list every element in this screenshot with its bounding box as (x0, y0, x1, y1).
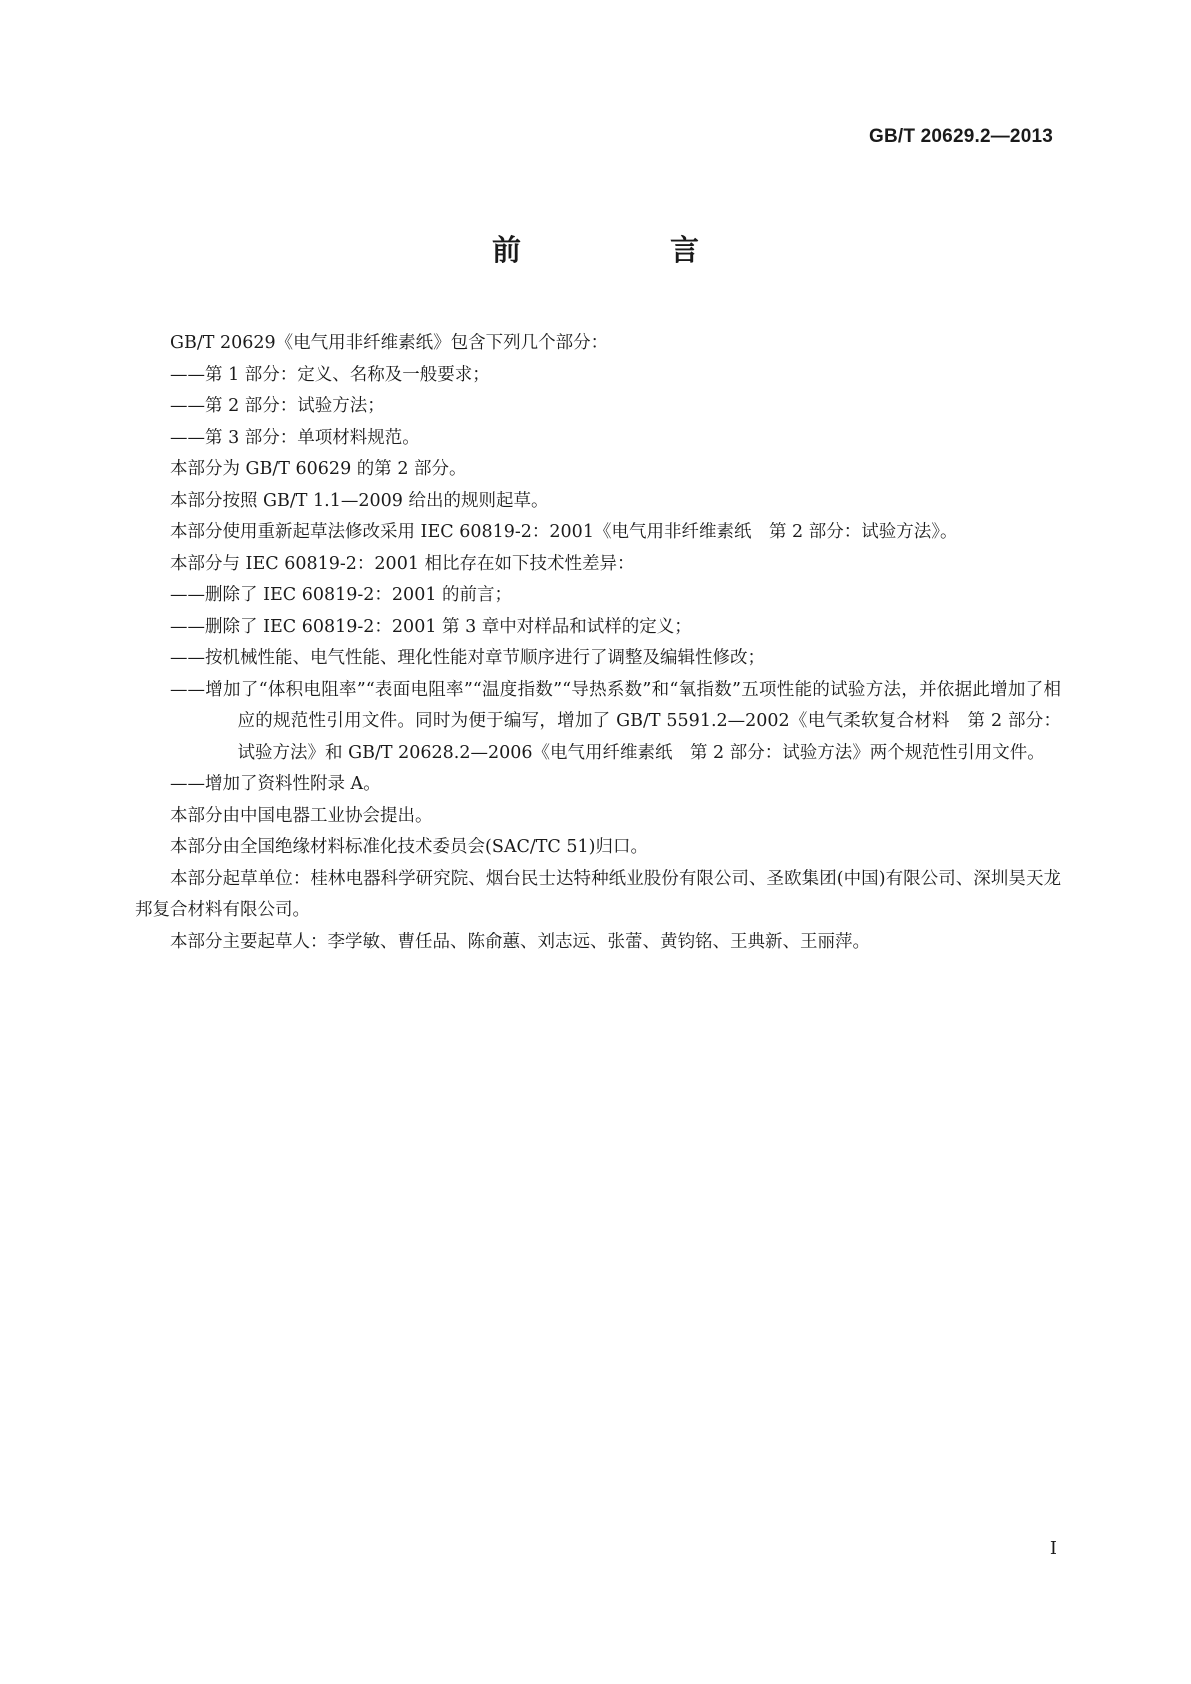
list-item-part-1: ——第 1 部分：定义、名称及一般要求； (170, 364, 490, 385)
paragraph-adoption: 本部分使用重新起草法修改采用 IEC 60819-2：2001《电气用非纤维素纸 第 2 部分：试验方法》。 (170, 522, 958, 542)
list-item-diff-5: ——增加了资料性附录 A。 (170, 774, 381, 794)
paragraph-drafters: 本部分主要起草人：李学敏、曹任品、陈俞蕙、刘志远、张蕾、黄钧铭、王典新、王丽萍。 (170, 931, 870, 952)
page-number: I (1049, 1538, 1057, 1559)
standard-code: GB/T 20629.2—2013 (868, 126, 1053, 147)
paragraph-differences-intro: 本部分与 IEC 60819-2：2001 相比存在如下技术性差异： (170, 553, 635, 574)
page-title: 前 言 (491, 233, 759, 267)
paragraph-drafting-units: 本部分起草单位：桂林电器科学研究院、烟台民士达特种纸业股份有限公司、圣欧集团(中国)有限公司、深圳昊天龙邦复合材料有限公司。 (135, 868, 1061, 920)
list-item-diff-1: ——删除了 IEC 60819-2：2001 的前言； (170, 585, 513, 605)
paragraph-drafting-rules: 本部分按照 GB/T 1.1—2009 给出的规则起草。 (170, 490, 549, 511)
list-item-diff-3: ——按机械性能、电气性能、理化性能对章节顺序进行了调整及编辑性修改； (170, 648, 765, 668)
paragraph-technical-committee: 本部分由全国绝缘材料标准化技术委员会(SAC/TC 51)归口。 (170, 837, 648, 857)
paragraph-parts-intro: GB/T 20629《电气用非纤维素纸》包含下列几个部分： (170, 333, 609, 353)
list-item-part-2: ——第 2 部分：试验方法； (170, 396, 385, 416)
list-item-diff-2: ——删除了 IEC 60819-2：2001 第 3 章中对样品和试样的定义； (170, 616, 692, 637)
paragraph-proposer: 本部分由中国电器工业协会提出。 (170, 805, 433, 826)
foreword-body (135, 328, 1061, 958)
list-item-part-3: ——第 3 部分：单项材料规范。 (170, 427, 420, 448)
list-item-diff-4: ——增加了“体积电阻率”“表面电阻率”“温度指数”“导热系数”和“氧指数”五项性能的试验方法，并依据此增加了相应的规范性引用文件。同时为便于编写，增加了 GB/T 5591.2—2002《电气柔软复合材料 第 2 部分：试验方法》和 GB/T 20628.2—2006《电气用纤维素纸 第 2 部分：试验方法》两个规范性引用文件。 (170, 679, 1061, 763)
paragraph-part-position: 本部分为 GB/T 60629 的第 2 部分。 (170, 459, 467, 479)
